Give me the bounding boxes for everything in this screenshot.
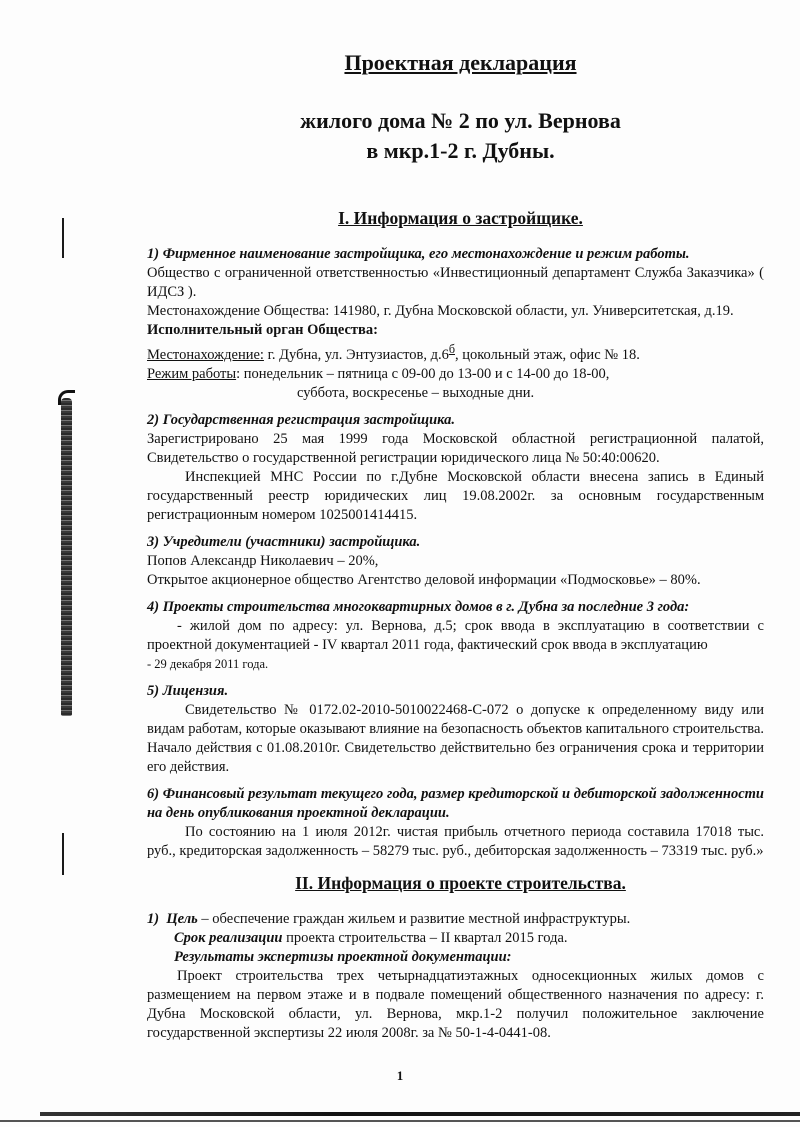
item-3-heading: 3) Учредители (участники) застройщика. [147,533,421,550]
registration-text-2: Инспекцией МНС России по г.Дубне Московской области внесена запись в Единый государственный реестр юридических лиц 19.08.2002г. за основным государственным регистрационным номером 1025001414415. [147,468,764,523]
item-6-heading: 6) Финансовый результат текущего года, размер кредиторской и дебиторской задолженности на день опубликования проектной декларации. [147,785,764,821]
expertise-label: Результаты экспертизы проектной документации: [174,948,512,965]
scan-bottom-edge-2 [0,1120,800,1122]
item-1-heading: 1) Фирменное наименование застройщика, его местонахождение и режим работы. [147,246,690,262]
scan-bottom-edge [40,1112,800,1116]
license-text: Свидетельство № 0172.02-2010-5010022468-С-072 о допуске к определенному виду или видам работам, которые оказывают влияние на безопасность объектов капитального строительства. Начало действия с 01.08.2010г. Свидетельство действительно без ограничения срока и территории его действия. [147,701,764,775]
founder-1: Попов Александр Николаевич – 20%, [147,552,379,569]
goal-number: 1) [147,910,160,927]
section-2-heading: II. Информация о проекте строительства. [295,872,626,893]
exec-location-label: Местонахождение: [147,346,264,363]
project-history-text: - жилой дом по адресу: ул. Вернова, д.5; срок ввода в эксплуатацию в соответствии с проектной документацией - IV квартал 2011 года, фактический срок ввода в эксплуатацию [147,617,764,653]
exec-location-value: г. Дубна, ул. Энтузиастов, д.6 [263,346,449,363]
page-number: 1 [396,1068,404,1083]
subtitle-line-1: жилого дома № 2 по ул. Вернова [300,108,621,133]
exec-body-label: Исполнительный орган Общества: [147,322,378,338]
company-name: Общество с ограниченной ответственностью «Инвестиционный департамент Служба Заказчика» ( ИДСЗ ). [147,265,764,300]
subtitle-line-2: в мкр.1-2 г. Дубны. [366,138,555,163]
item-5-heading: 5) Лицензия. [147,682,229,699]
company-location: Местонахождение Общества: 141980, г. Дубна Московской области, ул. Университетская, д.19. [147,303,734,319]
term-line [147,929,764,948]
goal-line [147,910,764,929]
exec-location-sup: б [448,342,455,356]
expertise-text: Проект строительства трех четырнадцатиэтажных односекционных жилых домов с размещением на первом этаже и в подвале помещений общественного назначения по адресу: г. Дубна Московской области, ул. Вернова, мкр.1-2 получил положительное заключение государственной экспертизы 22 июля 2008г. за № 50-1-4-0441-08. [147,967,764,1041]
exec-location-rest: , цокольный этаж, офис № 18. [454,346,640,363]
registration-text-1: Зарегистрировано 25 мая 1999 года Московской областной регистрационной палатой, Свидетельство о государственной регистрации юридического лица № 50:40:00620. [147,430,764,466]
working-hours-label: Режим работы [147,365,237,382]
section-1-heading: I. Информация о застройщике. [338,208,583,228]
document-title: Проектная декларация [344,50,577,75]
working-hours-value: : понедельник – пятница с 09-00 до 13-00 и с 14-00 до 18-00, [236,365,610,382]
document-subtitle [147,106,764,166]
document-page [147,50,764,1043]
financial-text: По состоянию на 1 июля 2012г. чистая прибыль отчетного периода составила 17018 тыс. руб., кредиторская задолженность – 58279 тыс. руб., дебиторская задолженность – 73319 тыс. руб.» [147,823,764,859]
founder-2: Открытое акционерное общество Агентство деловой информации «Подмосковье» – 80%. [147,571,701,588]
working-hours-weekend: суббота, воскресенье – выходные дни. [297,384,535,401]
project-history-date: - 29 декабря 2011 года. [147,656,269,671]
exec-location [147,340,764,365]
goal-text: – обеспечение граждан жильем и развитие местной инфраструктуры. [197,910,631,927]
goal-label: Цель [166,910,198,927]
term-text: проекта строительства – II квартал 2015 года. [282,929,568,946]
scan-margin-line-top [62,218,64,258]
working-hours [147,365,764,384]
scan-margin-line-bottom [62,833,64,875]
item-2-heading: 2) Государственная регистрация застройщика. [147,411,456,428]
scan-binding-strip [61,398,72,716]
item-4-heading: 4) Проекты строительства многоквартирных домов в г. Дубна за последние 3 года: [147,598,690,615]
term-label: Срок реализации [174,929,283,946]
